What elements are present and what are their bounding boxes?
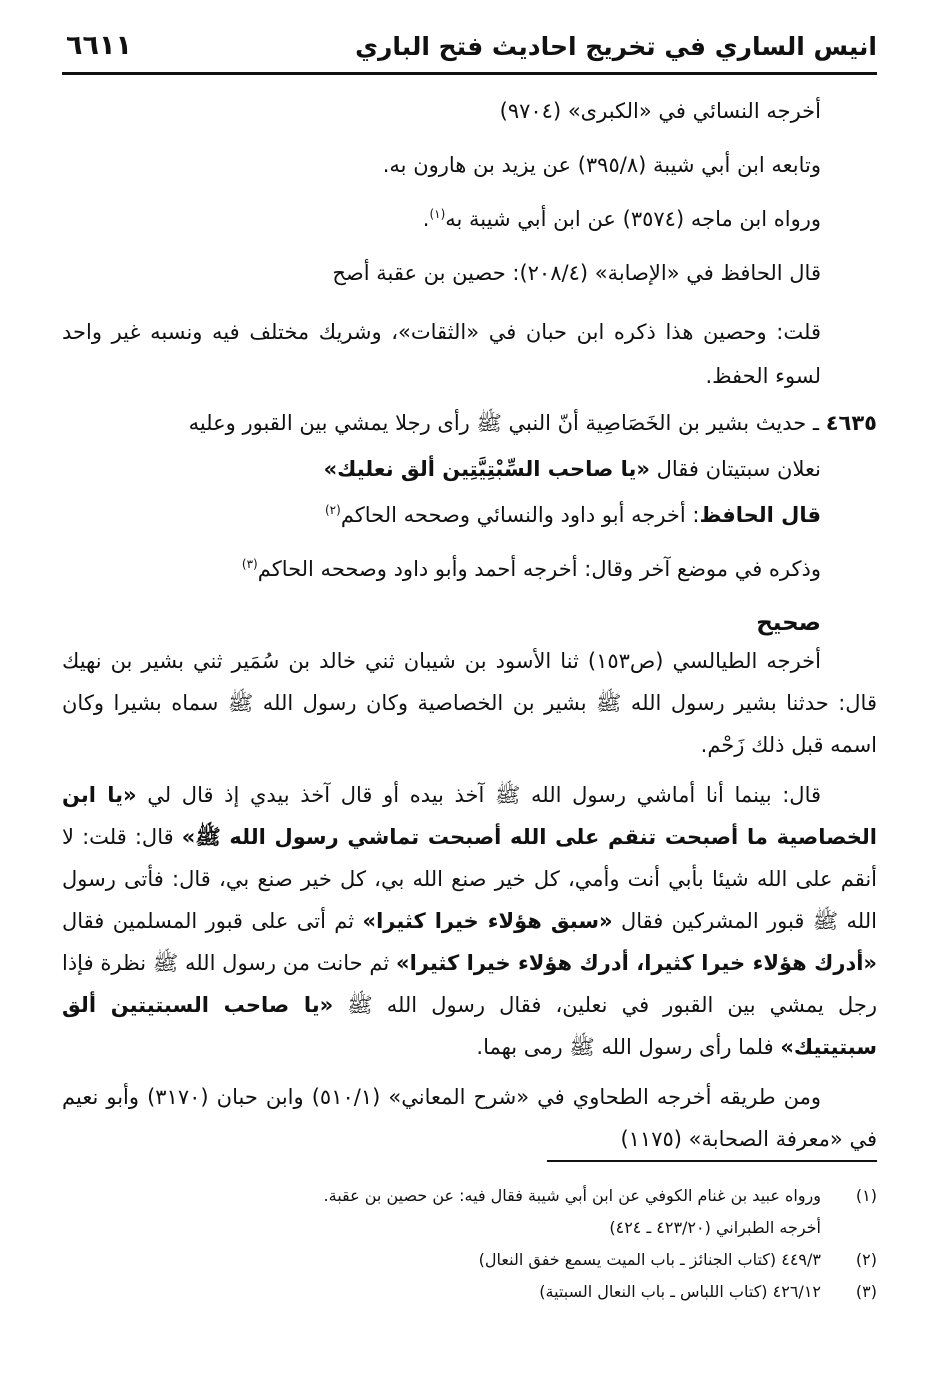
footnote-1-number: (١) xyxy=(855,1186,877,1205)
hafiz-line-2 xyxy=(62,546,821,592)
prose-p1-text: أخرجه الطيالسي (ص١٥٣) ثنا الأسود بن شيبان ثني خالد بن سُمَير ثني بشير بن نهيك قال: حدثنا بشير رسول الله ﷺ بشير بن الخصاصية وكان رسول الله ﷺ سماه بشيرا وكان اسمه قبل ذلك زَحْم. xyxy=(62,649,877,757)
line-isaba-text: قال الحافظ في «الإصابة» (٢٠٨/٤): حصين بن عقبة أصح xyxy=(332,261,821,285)
hafiz-label: قال الحافظ xyxy=(699,503,821,527)
footnote-3-text: ٤٢٦/١٢ (كتاب اللباس ـ باب النعال السبتية) xyxy=(539,1282,821,1301)
prose-p2-c: قال: قلت: لا أنقم على الله شيئا بأبي أنت وأمي، كل خير صنع الله بي، كل خير صنع بي، قال: فأتى رسول الله ﷺ قبور المشركين فقال xyxy=(62,825,877,933)
prose-paragraph-3 xyxy=(62,1076,877,1160)
line-ibn-majah-text: ورواه ابن ماجه (٣٥٧٤) عن ابن أبي شيبة به xyxy=(445,207,821,231)
prose-p2-e: ثم أتى على قبور المسلمين فقال xyxy=(62,909,355,933)
footnote-2-number: (٢) xyxy=(855,1250,877,1269)
footnote-ref-2: (٢) xyxy=(324,503,341,517)
footnote-ref-3: (٣) xyxy=(241,557,258,571)
hadith-entry xyxy=(62,400,877,492)
page-number: ٦٦١١ xyxy=(66,30,132,61)
prose-p2-quote-4: «يا صاحب السبتيتين ألق سبتيتيك» xyxy=(62,993,877,1059)
line-nasai-text: أخرجه النسائي في «الكبرى» (٩٧٠٤) xyxy=(499,99,821,123)
prose-p2-quote-2: «سبق هؤلاء خيرا كثيرا» xyxy=(362,909,613,933)
footnotes xyxy=(62,1180,877,1308)
footnote-3 xyxy=(62,1276,877,1308)
takhrij-prose xyxy=(62,640,877,1168)
footnote-1-text: ورواه عبيد بن غنام الكوفي عن ابن أبي شيبة فقال فيه: عن حصين بن عقبة. xyxy=(323,1186,821,1205)
note-paragraph xyxy=(62,310,821,398)
hafiz-line xyxy=(62,492,821,538)
note-text: قلت: وحصين هذا ذكره ابن حبان في «الثقات»، وشريك مختلف فيه ونسبه غير واحد لسوء الحفظ. xyxy=(62,320,821,388)
hafiz-line-2-text: وذكره في موضع آخر وقال: أخرجه أحمد وأبو داود وصححه الحاكم xyxy=(257,557,821,581)
grade-heading: صحيح xyxy=(756,610,821,636)
hafiz-text: : أخرجه أبو داود والنسائي وصححه الحاكم xyxy=(340,503,700,527)
hadith-number: ٤٦٣٥ xyxy=(825,411,877,435)
hadith-quote: «يا صاحب السِّبْتِيَّتِين ألق نعليك» xyxy=(323,457,650,481)
prose-p2-quote-1: «يا ابن الخصاصية ما أصبحت تنقم على الله أصبحت تماشي رسول الله ﷺ» xyxy=(62,783,878,849)
line-ibn-majah: ورواه ابن ماجه (٣٥٧٤) عن ابن أبي شيبة به$^{(١)}$. xyxy=(422,207,821,231)
hafiz-block xyxy=(62,492,821,650)
footnote-2 xyxy=(62,1244,877,1276)
footnote-3-number: (٣) xyxy=(855,1282,877,1301)
prose-p2-a: قال: بينما أنا أماشي رسول الله ﷺ آخذ بيده أو قال آخذ بيدي إذ قال لي xyxy=(147,783,822,807)
prose-p2-quote-3: «أدرك هؤلاء خيرا كثيرا، أدرك هؤلاء خيرا كثيرا» xyxy=(396,951,877,975)
prose-paragraph-2 xyxy=(62,774,877,1068)
prose-p2-i: فلما رأى رسول الله ﷺ رمى بهما. xyxy=(476,1035,774,1059)
hadith-cont-plain: نعلان سبتيتان فقال xyxy=(656,457,821,481)
footnote-2-text: ٤٤٩/٣ (كتاب الجنائز ـ باب الميت يسمع خفق النعال) xyxy=(478,1250,821,1269)
prose-paragraph-1 xyxy=(62,640,877,766)
prose-p3-text: ومن طريقه أخرجه الطحاوي في «شرح المعاني» (٥١٠/١) وابن حبان (٣١٧٠) وأبو نعيم في «معرفة الصحابة» (١١٧٥) xyxy=(62,1085,877,1151)
intro-lines xyxy=(62,88,821,304)
line-isaba xyxy=(62,250,821,296)
hadith-second-line xyxy=(62,446,877,492)
footnote-divider xyxy=(547,1160,877,1162)
line-ibn-abi-shayba-text: وتابعه ابن أبي شيبة (٣٩٥/٨) عن يزيد بن هارون به. xyxy=(382,153,821,177)
footnote-1-cont: أخرجه الطبراني (٤٢٣/٢٠ ـ ٤٢٤) xyxy=(609,1218,821,1237)
footnote-1 xyxy=(62,1180,877,1212)
footnote-ref-1: (١) xyxy=(429,207,446,221)
hadith-first-line xyxy=(62,400,877,446)
running-title: انيس الساري في تخريج احاديث فتح الباري xyxy=(355,32,877,61)
prose-p2-g: ثم حانت من رسول الله ﷺ نظرة فإذا رجل يمشي بين القبور في نعلين، فقال رسول الله ﷺ xyxy=(62,951,877,1017)
hadith-text: ـ حديث بشير بن الخَصَاصِية أنّ النبي ﷺ رأى رجلا يمشي بين القبور وعليه xyxy=(188,411,820,435)
line-ibn-abi-shayba xyxy=(62,142,821,188)
page-header xyxy=(62,28,877,75)
line-nasai xyxy=(62,88,821,134)
